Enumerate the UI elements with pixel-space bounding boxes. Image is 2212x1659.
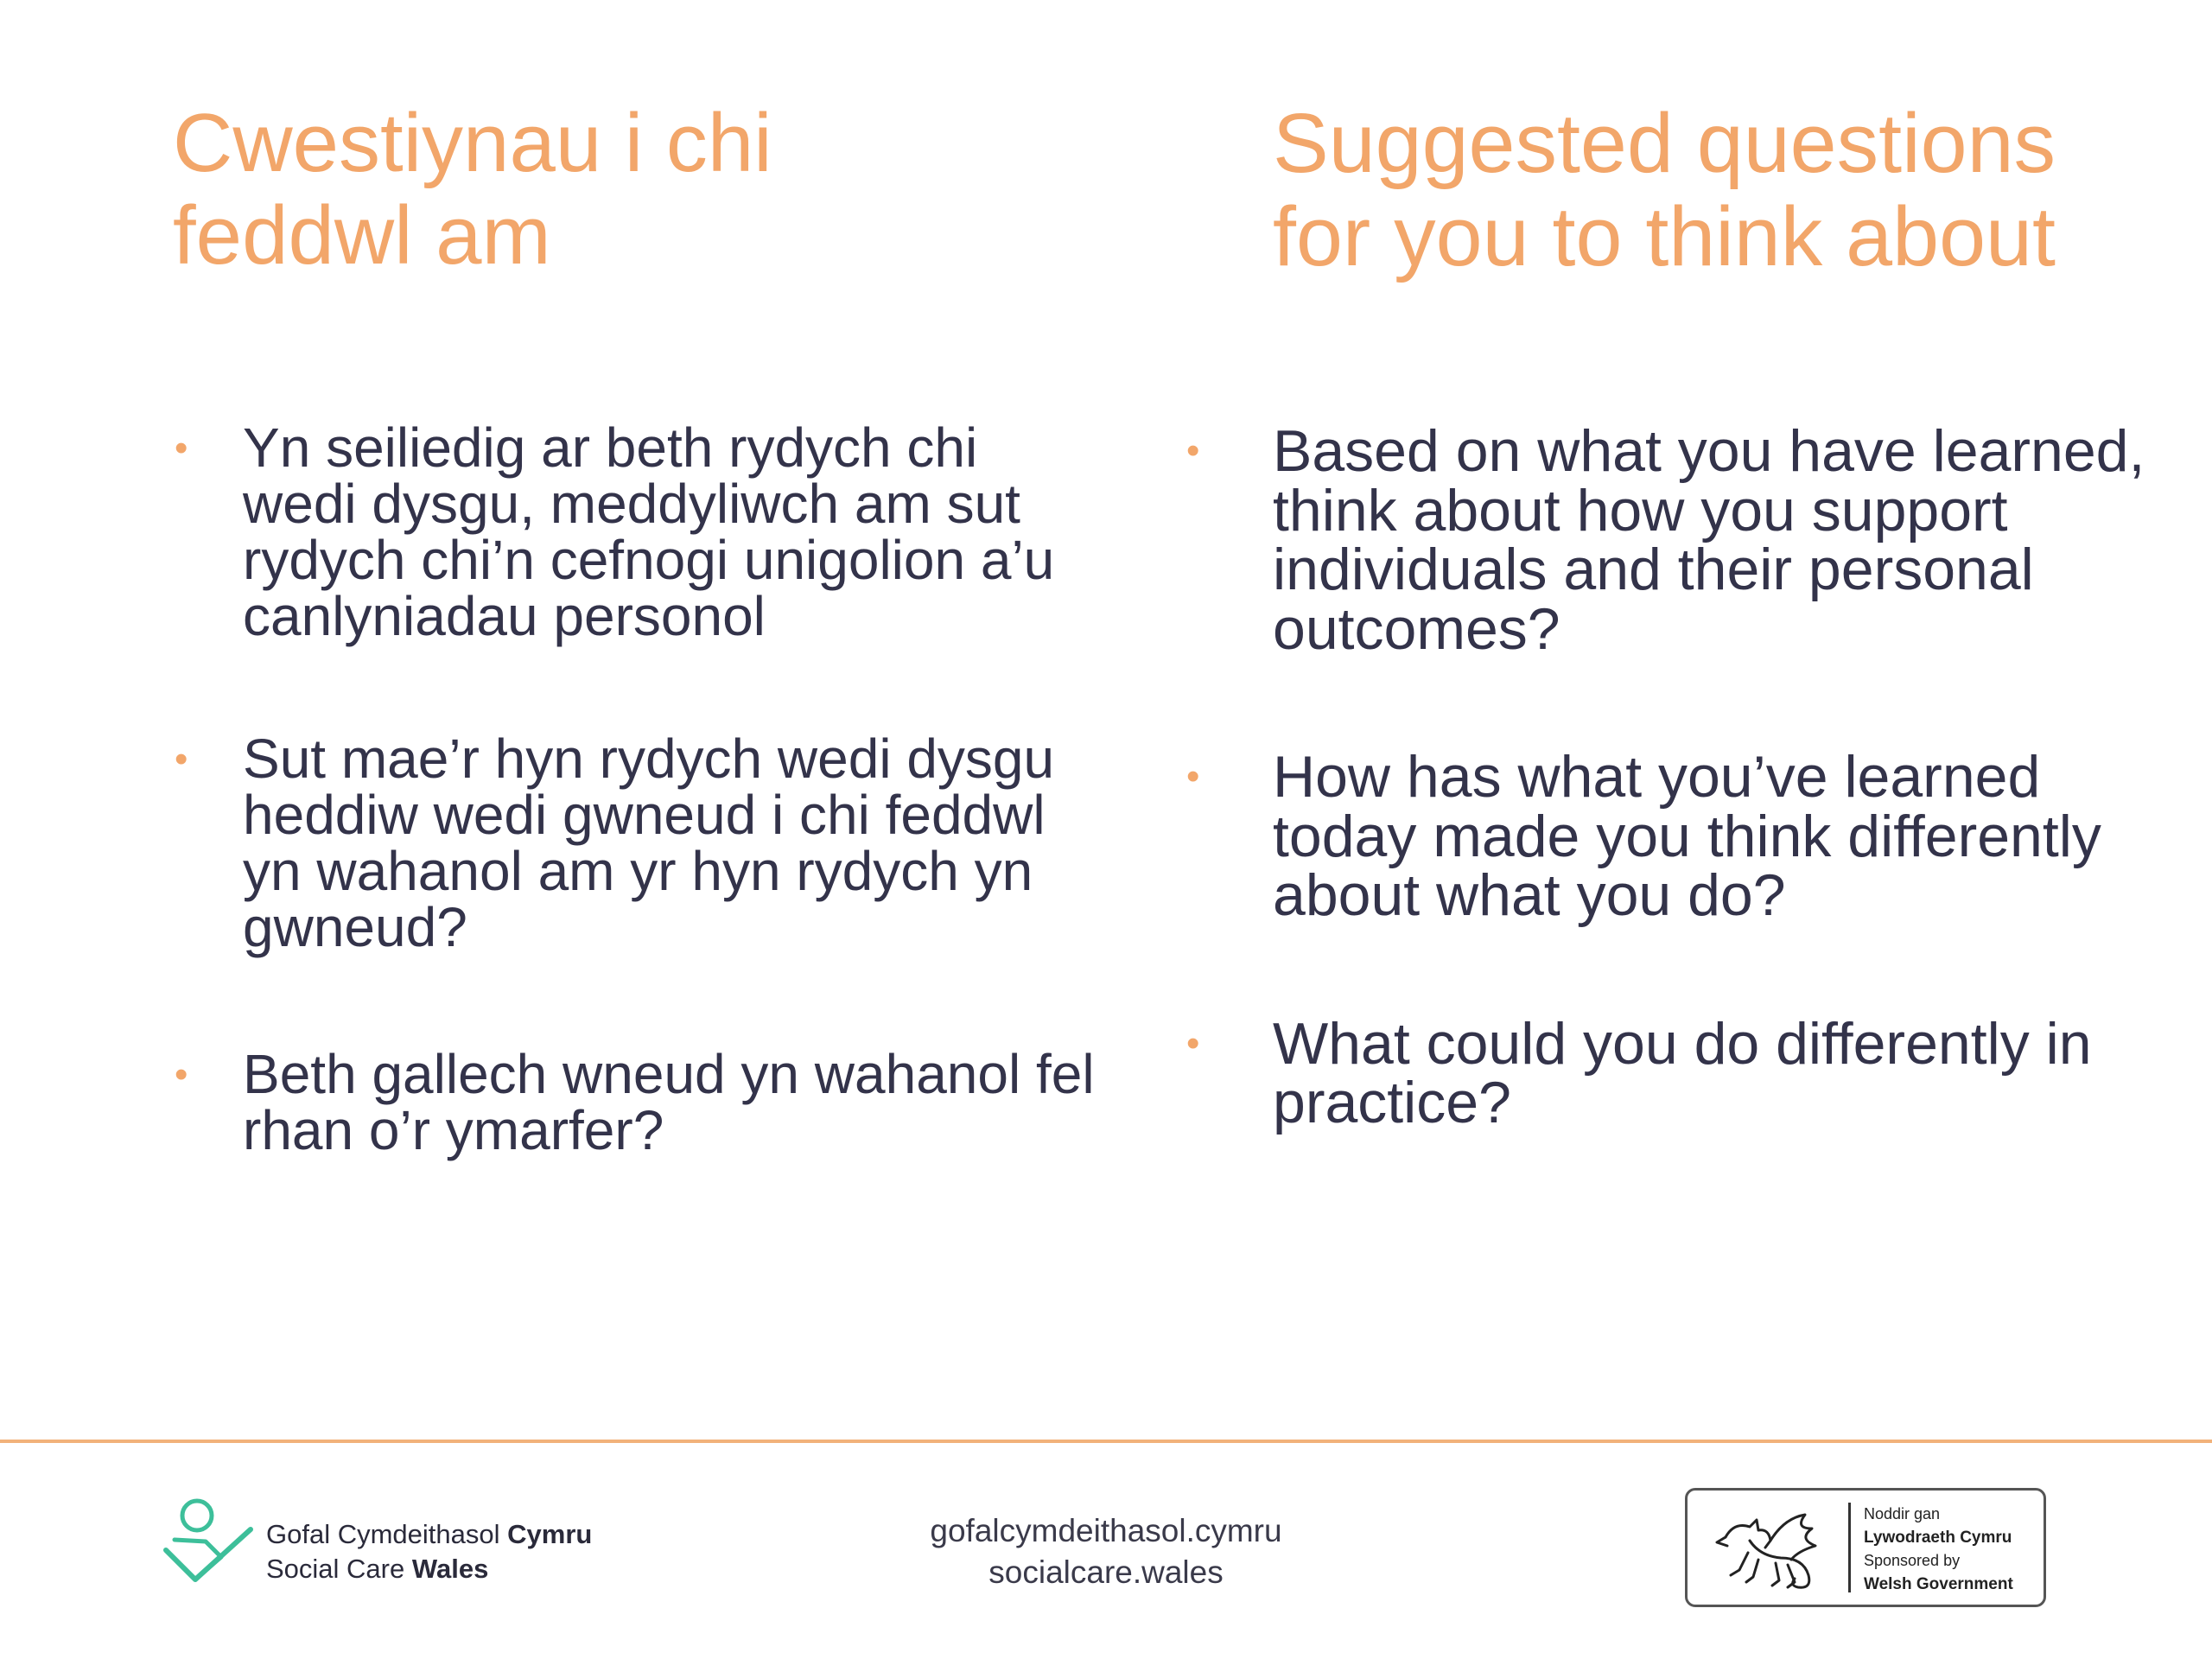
sponsor-welsh-label: Noddir gan — [1864, 1505, 1941, 1522]
welsh-bullet-list — [173, 416, 1106, 1161]
english-heading: Suggested questions for you to think about — [1273, 96, 2056, 283]
social-care-wales-logo-icon — [161, 1497, 256, 1592]
english-column — [1186, 96, 2154, 1222]
badge-divider — [1848, 1503, 1851, 1592]
welsh-bullet-item — [173, 416, 1106, 647]
logo-line-welsh: Gofal Cymdeithasol Cymru — [266, 1519, 593, 1549]
welsh-bullet-text: Yn seiliedig ar beth rydych chi wedi dysgu, meddyliwch am sut rydych chi’n cefnogi unigolion a’u canlyniadau personol — [243, 416, 1055, 647]
welsh-bullet-text: Sut mae’r hyn rydych wedi dysgu heddiw wedi gwneud i chi feddwl yn wahanol am yr hyn rydych yn gwneud? — [243, 728, 1055, 958]
english-bullet-text: Based on what you have learned, think about how you support individuals and their personal outcomes? — [1273, 418, 2145, 662]
social-care-wales-logo — [161, 1497, 610, 1592]
english-bullet-list — [1186, 418, 2154, 1135]
bullet-marker: • — [175, 1053, 188, 1096]
sponsor-text — [1864, 1503, 2013, 1596]
bullet-marker: • — [175, 427, 188, 469]
welsh-bullet-item — [173, 1043, 1106, 1161]
english-bullet-text: How has what you’ve learned today made you think differently about what you do? — [1273, 744, 2101, 928]
bullet-marker: • — [175, 738, 188, 780]
english-bullet-text: What could you do differently in practice? — [1273, 1010, 2092, 1135]
website-english[interactable]: socialcare.wales — [988, 1554, 1224, 1590]
logo-line-english: Social Care Wales — [266, 1554, 489, 1584]
logo-wordmark — [266, 1517, 592, 1586]
bullet-marker: • — [1186, 1021, 1200, 1065]
welsh-bullet-item — [173, 728, 1106, 958]
sponsor-english-label: Sponsored by — [1864, 1552, 1961, 1569]
welsh-dragon-icon — [1708, 1503, 1838, 1596]
sponsor-welsh-name: Lywodraeth Cymru — [1864, 1529, 2012, 1547]
welsh-column — [173, 97, 1106, 1245]
welsh-heading: Cwestiynau i chi feddwl am — [173, 97, 772, 282]
website-welsh[interactable]: gofalcymdeithasol.cymru — [930, 1513, 1282, 1548]
english-bullet-item — [1186, 418, 2154, 662]
welsh-bullet-text: Beth gallech wneud yn wahanol fel rhan o’r ymarfer? — [243, 1043, 1095, 1161]
footer-websites — [847, 1510, 1365, 1593]
welsh-government-badge — [1685, 1488, 2046, 1607]
english-bullet-item — [1186, 744, 2154, 928]
sponsor-english-name: Welsh Government — [1864, 1575, 2013, 1593]
bullet-marker: • — [1186, 429, 1200, 472]
english-bullet-item — [1186, 1010, 2154, 1135]
bullet-marker: • — [1186, 755, 1200, 798]
footer-divider — [0, 1440, 2212, 1443]
